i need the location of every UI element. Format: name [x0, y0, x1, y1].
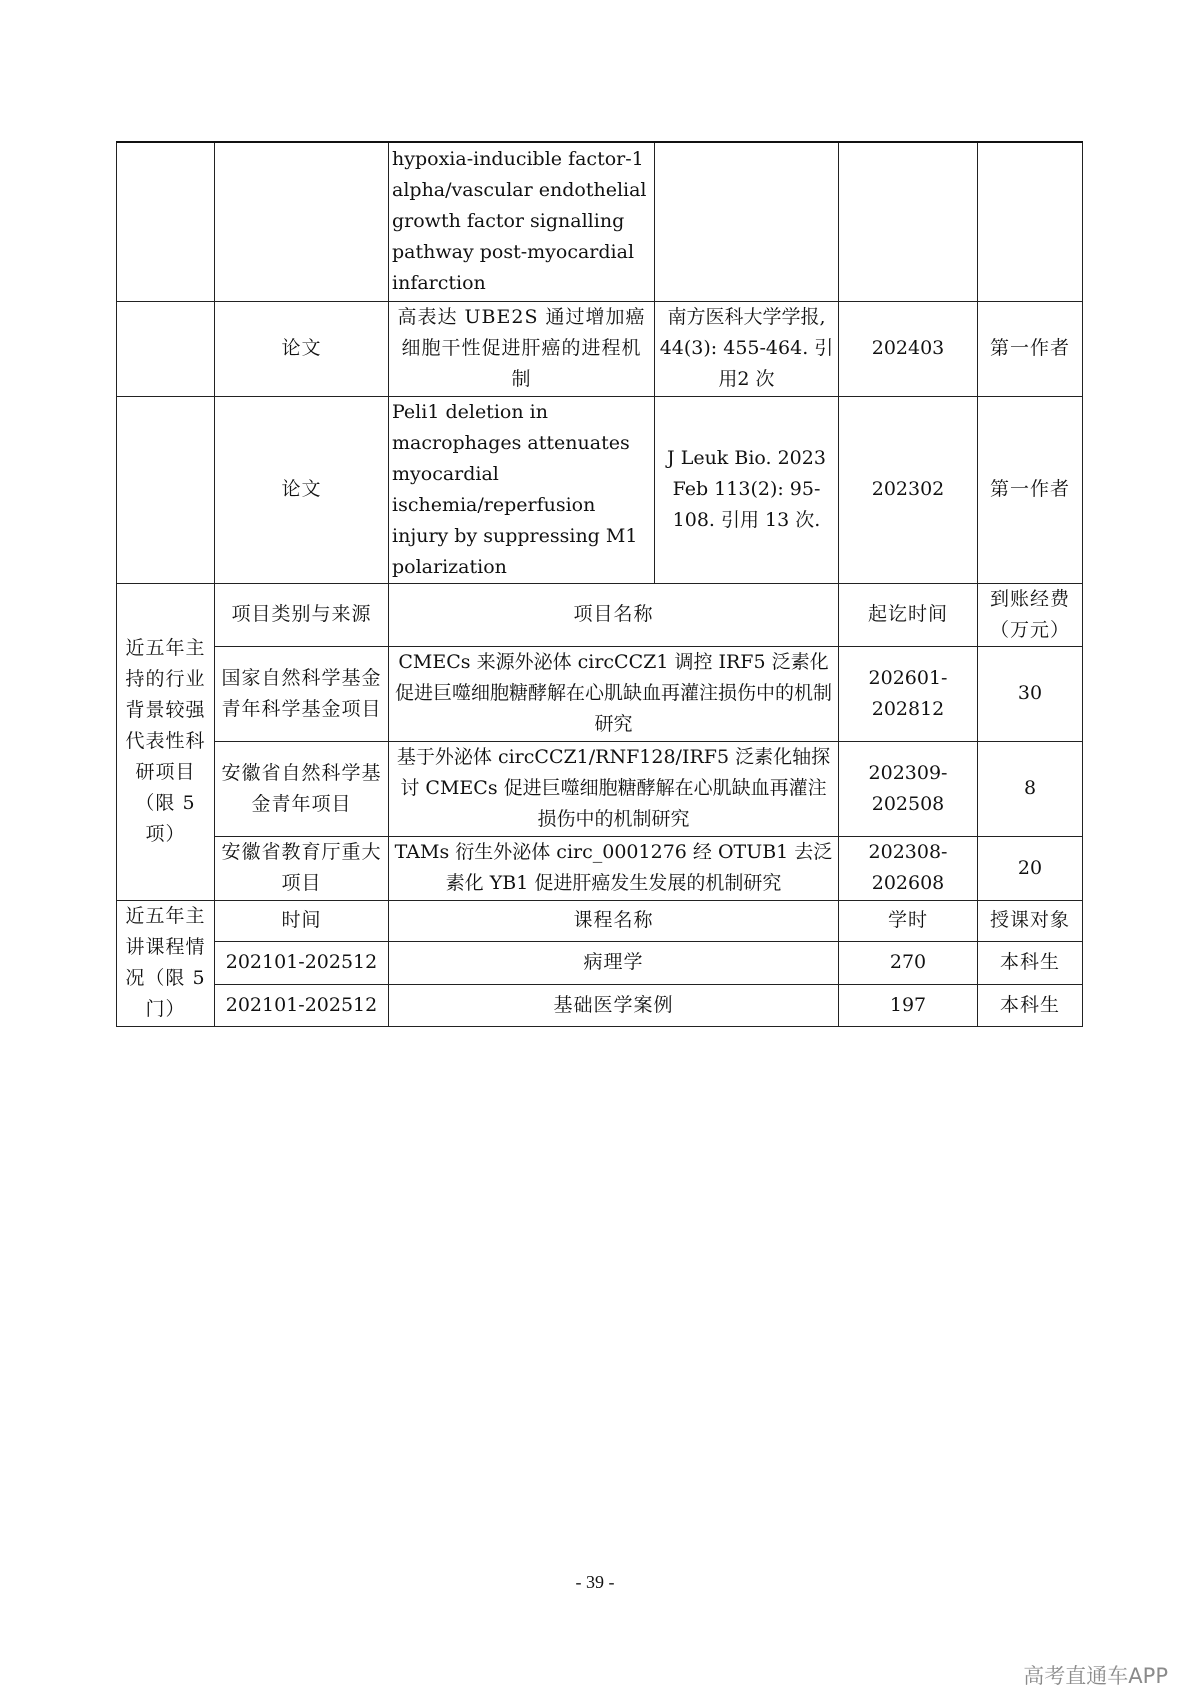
course-audience: 本科生 — [978, 941, 1083, 984]
course-hours: 197 — [839, 984, 978, 1026]
paper-date: 202403 — [839, 301, 978, 396]
project-row — [117, 741, 1083, 836]
paper-journal — [655, 142, 839, 301]
project-period — [839, 741, 978, 836]
paper-title: 高表达 UBE2S 通过增加癌细胞干性促进肝癌的进程机制 — [389, 301, 655, 396]
courses-header-time: 时间 — [215, 900, 389, 941]
section-label-cell — [117, 301, 215, 396]
paper-row — [117, 142, 1083, 301]
project-name: 基于外泌体 circCCZ1/RNF128/IRF5 泛素化轴探讨 CMECs 促进巨噬细胞糖酵解在心肌缺血再灌注损伤中的机制研究 — [389, 741, 839, 836]
paper-journal: 南方医科大学学报, 44(3): 455-464. 引用2 次 — [655, 301, 839, 396]
projects-header-row — [117, 583, 1083, 646]
course-time: 202101-202512 — [215, 984, 389, 1026]
courses-header-audience: 授课对象 — [978, 900, 1083, 941]
section-label-cell — [117, 142, 215, 301]
project-period-end: 202508 — [871, 792, 945, 815]
course-hours: 270 — [839, 941, 978, 984]
project-row — [117, 646, 1083, 741]
course-row — [117, 941, 1083, 984]
paper-title: Peli1 deletion in macrophages attenuates myocardial ischemia/reperfusion injury by suppressing M1 polarization — [389, 396, 655, 583]
courses-header-name: 课程名称 — [389, 900, 839, 941]
paper-row — [117, 301, 1083, 396]
course-name: 病理学 — [389, 941, 839, 984]
projects-header-name: 项目名称 — [389, 583, 839, 646]
project-name: CMECs 来源外泌体 circCCZ1 调控 IRF5 泛素化促进巨噬细胞糖酵解在心肌缺血再灌注损伤中的机制研究 — [389, 646, 839, 741]
course-audience: 本科生 — [978, 984, 1083, 1026]
projects-header-funding: 到账经费（万元） — [978, 583, 1083, 646]
project-funding: 20 — [978, 836, 1083, 900]
project-category: 安徽省自然科学基金青年项目 — [215, 741, 389, 836]
courses-header-row — [117, 900, 1083, 941]
courses-header-hours: 学时 — [839, 900, 978, 941]
paper-row — [117, 396, 1083, 583]
project-period — [839, 836, 978, 900]
projects-header-category: 项目类别与来源 — [215, 583, 389, 646]
paper-date: 202302 — [839, 396, 978, 583]
project-period-end: 202812 — [871, 697, 945, 720]
project-period-end: 202608 — [871, 872, 945, 894]
paper-type — [215, 142, 389, 301]
paper-title: hypoxia-inducible factor-1 alpha/vascular endothelial growth factor signalling pathway post-myocardial infarction — [389, 142, 655, 301]
projects-header-period: 起讫时间 — [839, 583, 978, 646]
project-category: 安徽省教育厅重大项目 — [215, 836, 389, 900]
page-number: - 39 - — [575, 1572, 615, 1592]
project-funding: 8 — [978, 741, 1083, 836]
profile-table — [116, 141, 1083, 1027]
courses-section-label: 近五年主讲课程情况（限 5 门） — [117, 900, 215, 1026]
project-period-start: 202308- — [868, 841, 948, 863]
project-category: 国家自然科学基金青年科学基金项目 — [215, 646, 389, 741]
paper-type: 论文 — [215, 301, 389, 396]
project-period-start: 202601- — [868, 666, 948, 689]
paper-role: 第一作者 — [978, 301, 1083, 396]
project-row — [117, 836, 1083, 900]
project-funding: 30 — [978, 646, 1083, 741]
project-name: TAMs 衍生外泌体 circ_0001276 经 OTUB1 去泛素化 YB1 促进肝癌发生发展的机制研究 — [389, 836, 839, 900]
projects-section-label: 近五年主持的行业背景较强代表性科研项目（限 5 项） — [117, 583, 215, 900]
paper-type: 论文 — [215, 396, 389, 583]
paper-role: 第一作者 — [978, 396, 1083, 583]
course-name: 基础医学案例 — [389, 984, 839, 1026]
section-label-cell — [117, 396, 215, 583]
project-period-start: 202309- — [868, 761, 948, 784]
paper-role — [978, 142, 1083, 301]
project-period — [839, 646, 978, 741]
paper-journal: J Leuk Bio. 2023 Feb 113(2): 95-108. 引用 13 次. — [655, 396, 839, 583]
course-row — [117, 984, 1083, 1026]
watermark: 高考直通车APP — [1023, 1664, 1168, 1688]
course-time: 202101-202512 — [215, 941, 389, 984]
paper-date — [839, 142, 978, 301]
